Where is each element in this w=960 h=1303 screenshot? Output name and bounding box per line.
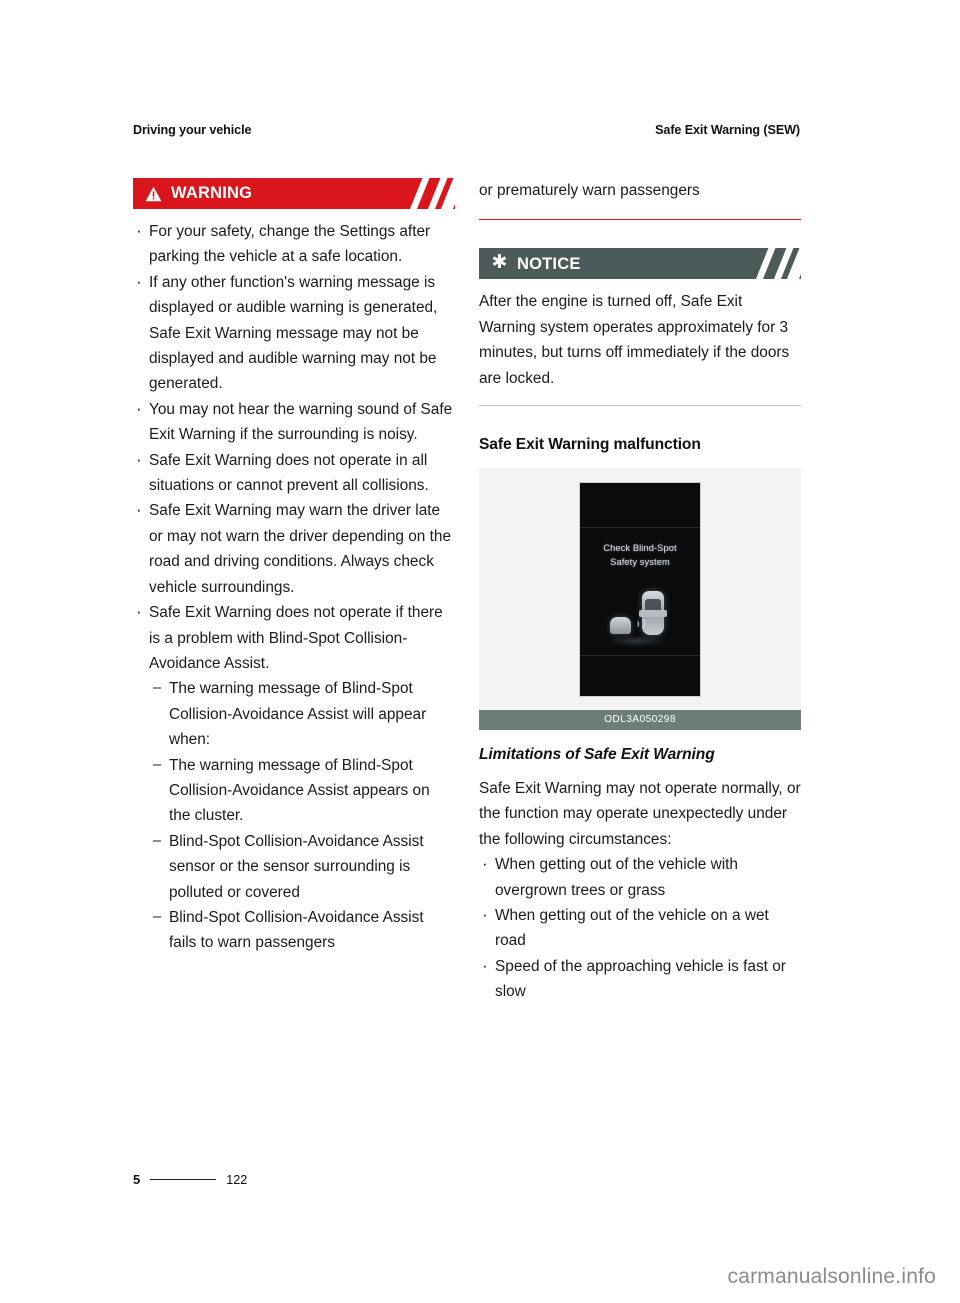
- limitations-intro-text: Safe Exit Warning may not operate normally, or the function may operate unexpectedly under the following circumstances:: [479, 780, 801, 848]
- cluster-vehicle-graphic: [580, 591, 700, 661]
- warning-banner-label: WARNING: [171, 184, 253, 203]
- right-column: [479, 178, 801, 1005]
- cluster-warning-message: [580, 541, 700, 569]
- list-item: · Safe Exit Warning does not operate in all situations or cannot prevent all collisions.: [133, 448, 455, 499]
- list-item: · Safe Exit Warning may warn the driver late or may not warn the driver depending on the road and driving conditions. Always check vehicle surroundings.: [133, 498, 455, 600]
- notice-banner: [479, 248, 801, 279]
- malfunction-heading: Safe Exit Warning malfunction: [479, 436, 701, 454]
- chapter-number: 5: [133, 1172, 141, 1187]
- list-item: – The warning message of Blind-Spot Collision-Avoidance Assist will appear when:: [152, 676, 455, 752]
- approaching-vehicle-icon: [610, 617, 631, 634]
- running-head-left: Driving your vehicle: [133, 123, 252, 137]
- list-item: · When getting out of the vehicle on a wet road: [479, 903, 801, 954]
- list-item: · Safe Exit Warning does not operate if there is a problem with Blind-Spot Collision-Avoidance Assist.: [133, 600, 455, 676]
- host-vehicle-icon: [642, 591, 664, 635]
- warning-banner: [133, 178, 455, 209]
- limitations-bullet-list: [479, 852, 801, 1004]
- cluster-glow: [606, 635, 668, 647]
- list-item: · When getting out of the vehicle with overgrown trees or grass: [479, 852, 801, 903]
- left-column: [133, 178, 455, 1005]
- instrument-cluster-display: [579, 482, 701, 697]
- warning-block-divider: [479, 219, 801, 220]
- cluster-divider-top: [580, 527, 700, 528]
- list-item: – Blind-Spot Collision-Avoidance Assist sensor or the sensor surrounding is polluted or covered: [152, 829, 455, 905]
- list-item: – Blind-Spot Collision-Avoidance Assist fails to warn passengers: [152, 905, 455, 956]
- footer-rule: [150, 1179, 216, 1180]
- cluster-figure: [479, 468, 801, 730]
- notice-text: After the engine is turned off, Safe Exit Warning system operates approximately for 3 minutes, but turns off immediately if the doors are locked.: [479, 293, 790, 387]
- figure-caption: ODL3A050298: [479, 710, 801, 730]
- list-item: – The warning message of Blind-Spot Collision-Avoidance Assist appears on the cluster.: [152, 753, 455, 829]
- figure-frame: [479, 468, 801, 710]
- page-number: 122: [226, 1172, 248, 1187]
- page-footer: [133, 1172, 247, 1187]
- cluster-message-line-2: Safety system: [610, 556, 670, 567]
- banner-stripes-icon: [747, 248, 801, 279]
- notice-banner-label: NOTICE: [517, 254, 581, 273]
- notice-block-divider: [479, 405, 801, 406]
- warning-sub-bullet-list: [152, 676, 455, 955]
- asterisk-icon: ✱: [491, 252, 508, 274]
- limitations-heading: Limitations of Safe Exit Warning: [479, 746, 715, 764]
- running-head-right: Safe Exit Warning (SEW): [655, 123, 800, 137]
- radar-waves-icon: [632, 615, 644, 631]
- cluster-message-line-1: Check Blind-Spot: [603, 542, 677, 553]
- body-columns: [133, 178, 800, 1005]
- continued-warning-text: or prematurely warn passengers: [479, 182, 700, 199]
- list-item: · If any other function's warning message is displayed or audible warning is generated, Safe Exit Warning message may not be displayed and audible warning may not be generated.: [133, 270, 455, 397]
- list-item: · For your safety, change the Settings after parking the vehicle at a safe location.: [133, 219, 455, 270]
- site-watermark: carmanualsonline.info: [727, 1265, 936, 1288]
- banner-stripes-icon: [401, 178, 455, 209]
- warning-triangle-icon: [145, 185, 162, 202]
- warning-bullet-list: [133, 219, 455, 676]
- running-head: [133, 123, 800, 137]
- list-item: · You may not hear the warning sound of Safe Exit Warning if the surrounding is noisy.: [133, 397, 455, 448]
- list-item: · Speed of the approaching vehicle is fast or slow: [479, 954, 801, 1005]
